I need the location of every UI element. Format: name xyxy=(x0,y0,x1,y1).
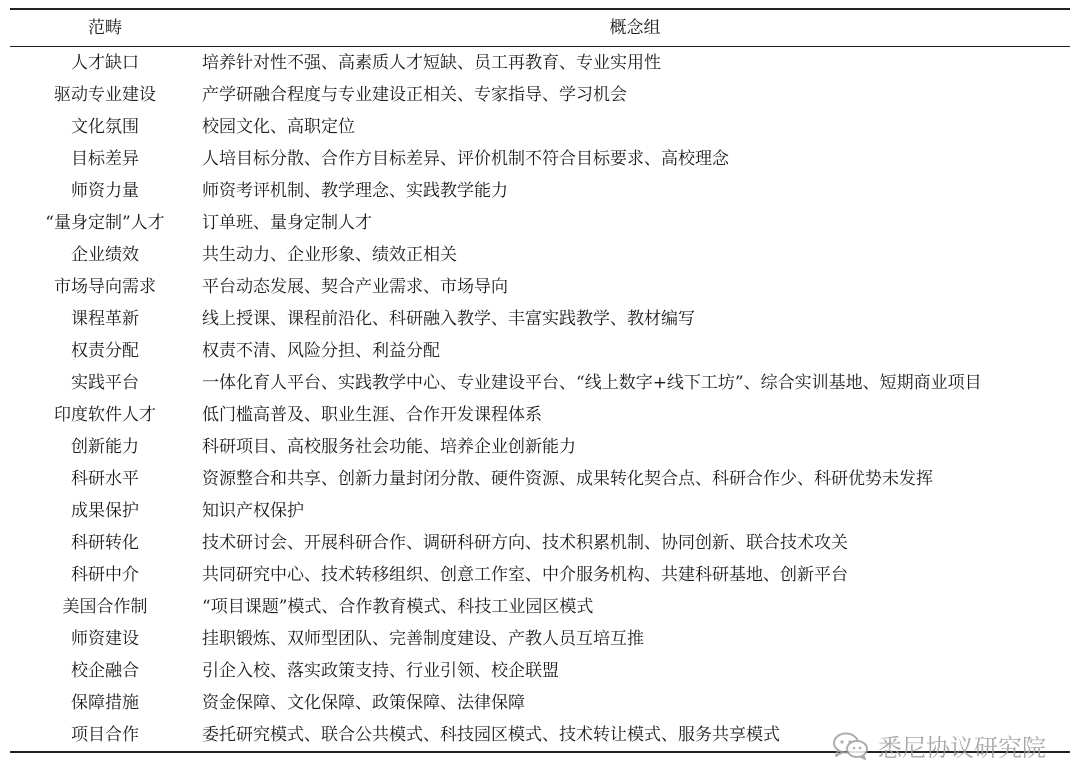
category-cell: 实践平台 xyxy=(71,373,139,393)
table-row xyxy=(10,559,1070,591)
concepts-cell: 订单班、量身定制人才 xyxy=(202,213,372,233)
table-row xyxy=(10,495,1070,527)
table-row xyxy=(10,175,1070,207)
concepts-cell: 人培目标分散、合作方目标差异、评价机制不符合目标要求、高校理念 xyxy=(202,149,729,169)
category-cell: 科研中介 xyxy=(71,565,139,585)
table-row xyxy=(10,207,1070,239)
category-cell: 师资力量 xyxy=(71,181,139,201)
table-row xyxy=(10,79,1070,111)
table-row xyxy=(10,623,1070,655)
concepts-cell: 委托研究模式、联合公共模式、科技园区模式、技术转让模式、服务共享模式 xyxy=(202,725,780,745)
header-concepts: 概念组 xyxy=(609,18,661,38)
category-cell: 企业绩效 xyxy=(71,245,139,265)
concepts-cell: 平台动态发展、契合产业需求、市场导向 xyxy=(202,277,508,297)
table-body xyxy=(10,47,1070,753)
concepts-cell: 挂职锻炼、双师型团队、完善制度建设、产教人员互培互推 xyxy=(202,629,644,649)
category-cell: 成果保护 xyxy=(71,501,139,521)
category-concept-table-container xyxy=(10,8,1070,753)
category-cell: 师资建设 xyxy=(71,629,139,649)
table-row xyxy=(10,143,1070,175)
category-cell: 市场导向需求 xyxy=(54,277,156,297)
table-header xyxy=(10,9,1070,47)
table-row xyxy=(10,527,1070,559)
concepts-cell: 共生动力、企业形象、绩效正相关 xyxy=(202,245,457,265)
category-cell: “量身定制”人才 xyxy=(45,213,165,233)
category-cell: 保障措施 xyxy=(71,693,139,713)
table-row xyxy=(10,367,1070,399)
concepts-cell: 权责不清、风险分担、利益分配 xyxy=(202,341,440,361)
concepts-cell: 线上授课、课程前沿化、科研融入教学、丰富实践教学、教材编写 xyxy=(202,309,695,329)
category-cell: 校企融合 xyxy=(71,661,139,681)
header-category: 范畴 xyxy=(88,18,122,38)
table-row xyxy=(10,431,1070,463)
category-cell: 创新能力 xyxy=(71,437,139,457)
concepts-cell: 技术研讨会、开展科研合作、调研科研方向、技术积累机制、协同创新、联合技术攻关 xyxy=(202,533,848,553)
header-row xyxy=(10,9,1070,47)
category-cell: 驱动专业建设 xyxy=(54,85,156,105)
concepts-cell: 低门槛高普及、职业生涯、合作开发课程体系 xyxy=(202,405,542,425)
concepts-cell: 知识产权保护 xyxy=(202,501,304,521)
concepts-cell: 引企入校、落实政策支持、行业引领、校企联盟 xyxy=(202,661,559,681)
category-cell: 人才缺口 xyxy=(71,53,139,73)
category-cell: 印度软件人才 xyxy=(54,405,156,425)
table-row xyxy=(10,463,1070,495)
table-row xyxy=(10,239,1070,271)
table-row xyxy=(10,687,1070,719)
table-row xyxy=(10,655,1070,687)
table-row xyxy=(10,399,1070,431)
concepts-cell: 产学研融合程度与专业建设正相关、专家指导、学习机会 xyxy=(202,85,627,105)
concepts-cell: 资源整合和共享、创新力量封闭分散、硬件资源、成果转化契合点、科研合作少、科研优势未发挥 xyxy=(202,469,933,489)
concepts-cell: “项目课题”模式、合作教育模式、科技工业园区模式 xyxy=(202,597,594,617)
category-cell: 目标差异 xyxy=(71,149,139,169)
concepts-cell: 培养针对性不强、高素质人才短缺、员工再教育、专业实用性 xyxy=(202,53,661,73)
table-row xyxy=(10,591,1070,623)
category-cell: 科研水平 xyxy=(71,469,139,489)
concepts-cell: 校园文化、高职定位 xyxy=(202,117,355,137)
concepts-cell: 一体化育人平台、实践教学中心、专业建设平台、“线上数字+线下工坊”、综合实训基地、短期商业项目 xyxy=(202,373,982,393)
concepts-cell: 共同研究中心、技术转移组织、创意工作室、中介服务机构、共建科研基地、创新平台 xyxy=(202,565,848,585)
category-cell: 课程革新 xyxy=(71,309,139,329)
category-cell: 美国合作制 xyxy=(62,597,148,617)
table-row xyxy=(10,303,1070,335)
table-row xyxy=(10,111,1070,143)
concepts-cell: 科研项目、高校服务社会功能、培养企业创新能力 xyxy=(202,437,576,457)
concepts-cell: 师资考评机制、教学理念、实践教学能力 xyxy=(202,181,508,201)
category-cell: 权责分配 xyxy=(71,341,139,361)
table-row xyxy=(10,335,1070,367)
watermark xyxy=(832,728,1046,763)
category-cell: 文化氛围 xyxy=(71,117,139,137)
category-cell: 科研转化 xyxy=(71,533,139,553)
category-concept-table xyxy=(10,8,1070,753)
category-cell: 项目合作 xyxy=(71,725,139,745)
table-row xyxy=(10,271,1070,303)
wechat-icon xyxy=(832,731,870,761)
concepts-cell: 资金保障、文化保障、政策保障、法律保障 xyxy=(202,693,525,713)
watermark-text: 悉尼协议研究院 xyxy=(878,734,1046,762)
table-row xyxy=(10,47,1070,80)
